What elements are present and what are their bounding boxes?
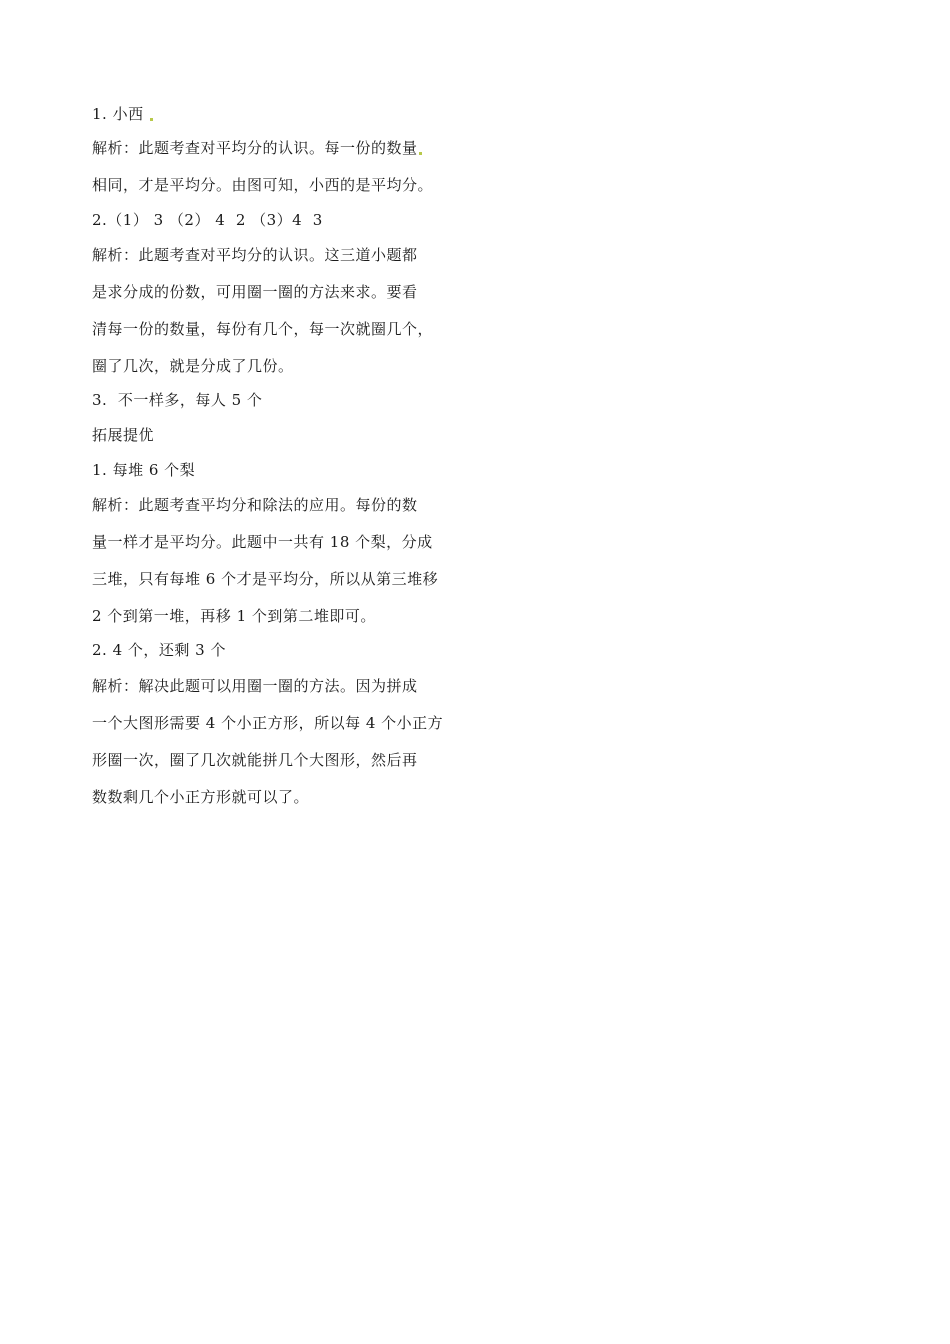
answer-1-line: 1. 小西 (92, 104, 154, 124)
extension-analysis-1-line-2: 量一样才是平均分。此题中一共有 18 个梨，分成 (92, 533, 433, 551)
extension-analysis-2-line-3: 形圈一次，圈了几次就能拼几个大图形，然后再 (92, 751, 418, 769)
mark-dot (419, 152, 422, 155)
analysis-1-line-1: 解析：此题考查对平均分的认识。每一份的数量 (92, 138, 423, 158)
extension-analysis-2-line-2: 一个大图形需要 4 个小正方形，所以每 4 个小正方 (92, 714, 444, 732)
analysis-1-line-2: 相同，才是平均分。由图可知，小西的是平均分。 (92, 176, 434, 194)
mark-dot (150, 118, 153, 121)
answer-2-line: 2.（1） 3 （2） 4 2 （3）4 3 (92, 211, 323, 229)
analysis-2-line-4: 圈了几次，就是分成了几份。 (92, 357, 294, 375)
analysis-2-line-3: 清每一份的数量，每份有几个，每一次就圈几个， (92, 320, 434, 338)
extension-analysis-2-line-4: 数数剩几个小正方形就可以了。 (92, 788, 310, 806)
section-heading-extension: 拓展提优 (92, 426, 155, 444)
extension-analysis-2-line-1: 解析：解决此题可以用圈一圈的方法。因为拼成 (92, 677, 418, 695)
analysis-2-line-2: 是求分成的份数，可用圈一圈的方法来求。要看 (92, 283, 418, 301)
extension-analysis-1-line-1: 解析：此题考查平均分和除法的应用。每份的数 (92, 496, 418, 514)
extension-analysis-1-line-3: 三堆，只有每堆 6 个才是平均分，所以从第三堆移 (92, 570, 439, 588)
extension-answer-2-line: 2. 4 个，还剩 3 个 (92, 641, 226, 659)
extension-analysis-1-line-4: 2 个到第一堆，再移 1 个到第二堆即可。 (92, 607, 376, 625)
extension-answer-1-line: 1. 每堆 6 个梨 (92, 461, 196, 479)
answer-3-line: 3. 不一样多，每人 5 个 (92, 391, 263, 409)
analysis-2-line-1: 解析：此题考查对平均分的认识。这三道小题都 (92, 246, 418, 264)
